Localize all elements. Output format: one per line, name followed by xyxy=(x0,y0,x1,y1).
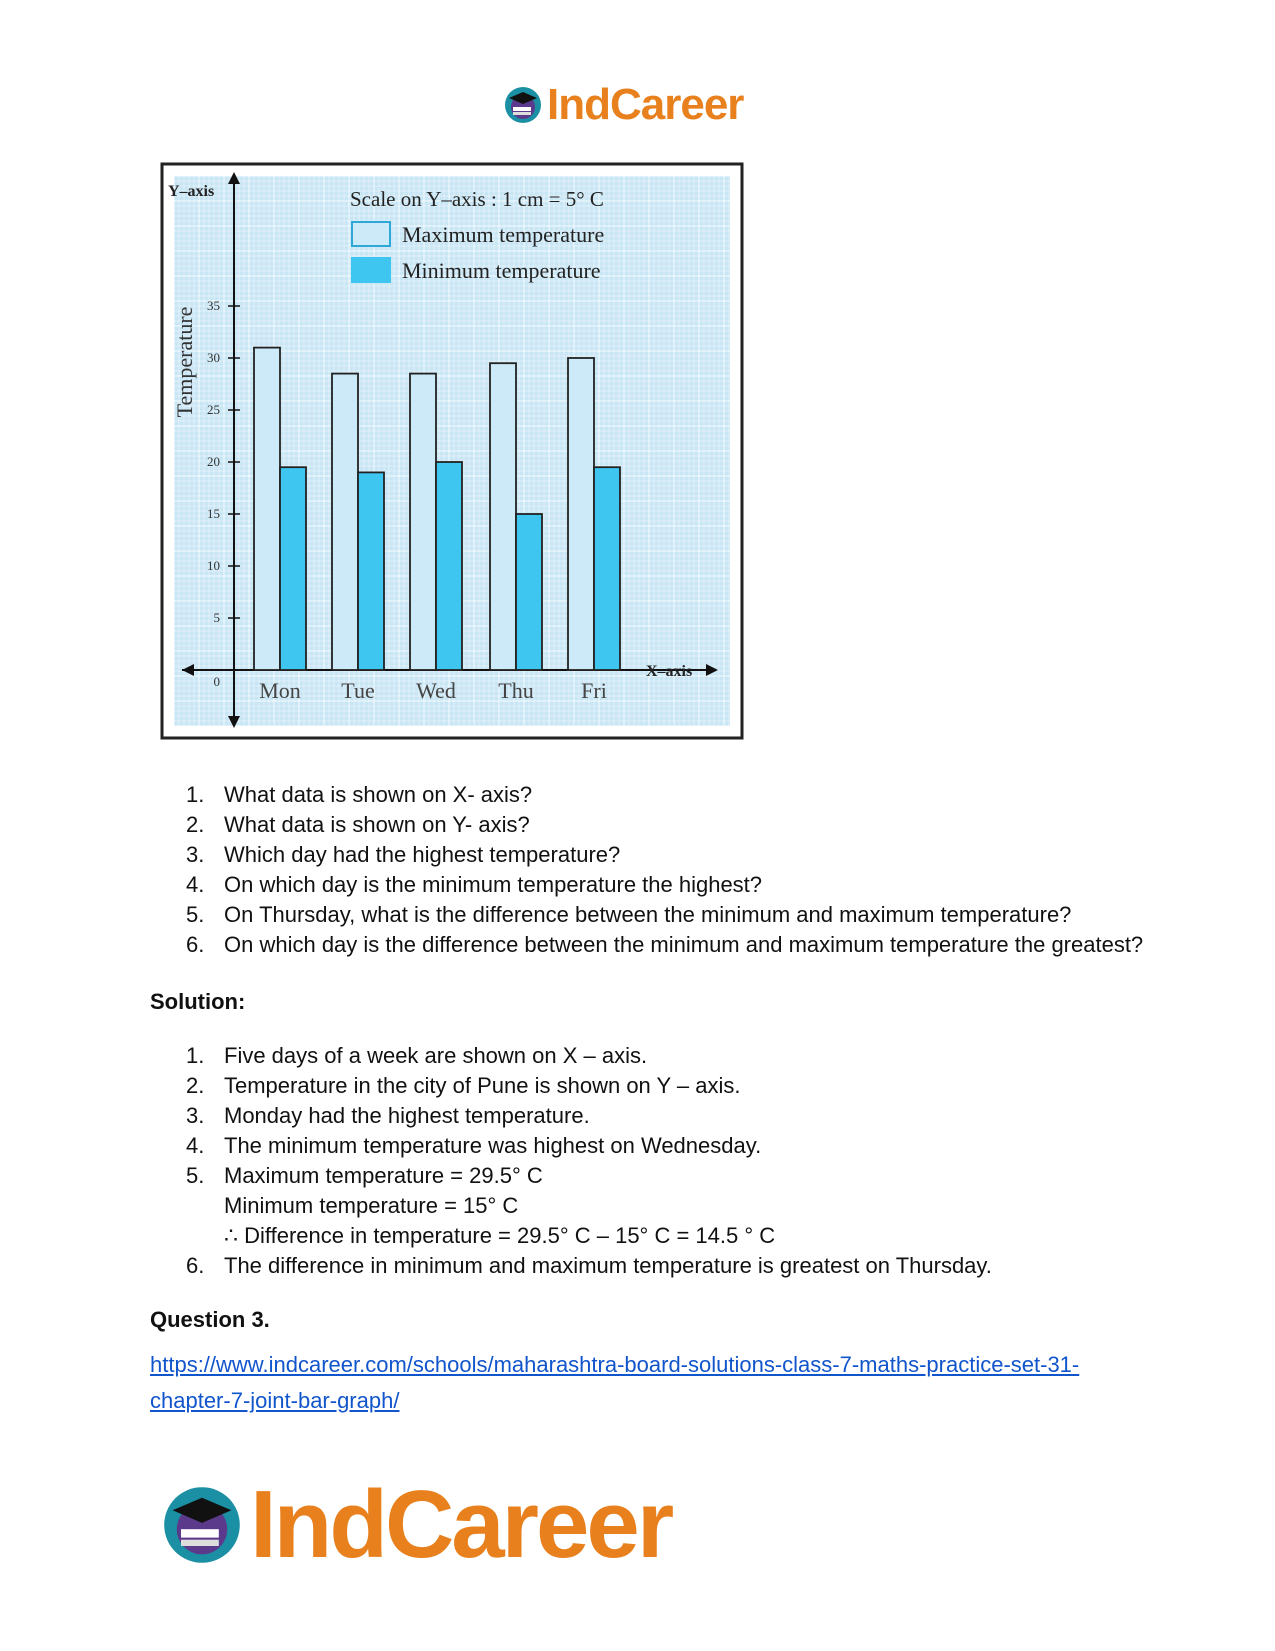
document-body xyxy=(150,780,1150,1419)
bar-max xyxy=(410,374,436,670)
bar-max xyxy=(568,358,594,670)
graduation-cap-icon xyxy=(160,1483,244,1567)
solution-item: 4. The minimum temperature was highest on Wednesday. xyxy=(186,1133,762,1158)
bar-min xyxy=(594,467,620,670)
x-axis-name: X–axis xyxy=(646,663,693,680)
y-tick-label: 15 xyxy=(207,506,220,521)
bar-max xyxy=(332,374,358,670)
y-axis-title: Temperature xyxy=(172,306,197,418)
question-item: 2. What data is shown on Y- axis? xyxy=(186,812,530,837)
y-tick-label: 0 xyxy=(213,674,220,689)
solutions-list xyxy=(150,1041,1150,1281)
y-tick-label: 5 xyxy=(213,610,220,625)
bar-max xyxy=(254,348,280,670)
legend-label: Minimum temperature xyxy=(402,258,601,283)
question-item: 5. On Thursday, what is the difference between the minimum and maximum temperature? xyxy=(186,902,1072,927)
next-question-heading: Question 3. xyxy=(150,1307,270,1332)
y-tick-label: 10 xyxy=(207,558,220,573)
solution-item: 5. Maximum temperature = 29.5° C Minimum temperature = 15° C ∴ Difference in temperature = 29.5° C – 15° C = 14.5 ° C xyxy=(186,1163,776,1248)
bar-min xyxy=(436,462,462,670)
brand-logo-top xyxy=(503,80,743,130)
bar-min xyxy=(358,472,384,670)
y-tick-label: 35 xyxy=(207,298,220,313)
bar-min xyxy=(280,467,306,670)
legend-label: Maximum temperature xyxy=(402,222,605,247)
scale-note: Scale on Y–axis : 1 cm = 5° C xyxy=(350,187,604,211)
bar-max xyxy=(490,363,516,670)
question-item: 1. What data is shown on X- axis? xyxy=(186,782,533,807)
x-tick-label: Wed xyxy=(416,678,456,703)
question-item: 4. On which day is the minimum temperature the highest? xyxy=(186,872,763,897)
y-tick-label: 25 xyxy=(207,402,220,417)
question-item: 3. Which day had the highest temperature? xyxy=(186,842,621,867)
y-tick-label: 20 xyxy=(207,454,220,469)
bar-min xyxy=(516,514,542,670)
brand-logo-bottom xyxy=(160,1470,671,1580)
solution-heading: Solution: xyxy=(150,989,246,1014)
brand-logo-text: IndCareer xyxy=(547,80,744,129)
y-axis-name: Y–axis xyxy=(168,183,215,200)
y-tick-label: 30 xyxy=(207,350,220,365)
brand-logo-text: IndCareer xyxy=(250,1471,672,1578)
solution-item: 1. Five days of a week are shown on X – axis. xyxy=(186,1043,648,1068)
legend-swatch xyxy=(352,222,390,246)
solution-item: 3. Monday had the highest temperature. xyxy=(186,1103,590,1128)
joint-bar-graph xyxy=(160,162,744,740)
questions-list xyxy=(150,780,1150,960)
legend-swatch xyxy=(352,258,390,282)
solution-item: 6. The difference in minimum and maximum temperature is greatest on Thursday. xyxy=(186,1253,992,1278)
solution-item: 2. Temperature in the city of Pune is shown on Y – axis. xyxy=(186,1073,741,1098)
graduation-cap-icon xyxy=(503,85,543,125)
x-tick-label: Thu xyxy=(498,678,534,703)
x-tick-label: Tue xyxy=(341,678,375,703)
x-tick-label: Fri xyxy=(581,678,607,703)
x-tick-label: Mon xyxy=(259,678,301,703)
source-link[interactable]: https://www.indcareer.com/schools/maharashtra-board-solutions-class-7-maths-practice-set-31-chapter-7-joint-bar-graph/ xyxy=(150,1352,1080,1413)
question-item: 6. On which day is the difference between the minimum and maximum temperature the greatest? xyxy=(186,932,1144,957)
chart-svg xyxy=(160,162,744,740)
